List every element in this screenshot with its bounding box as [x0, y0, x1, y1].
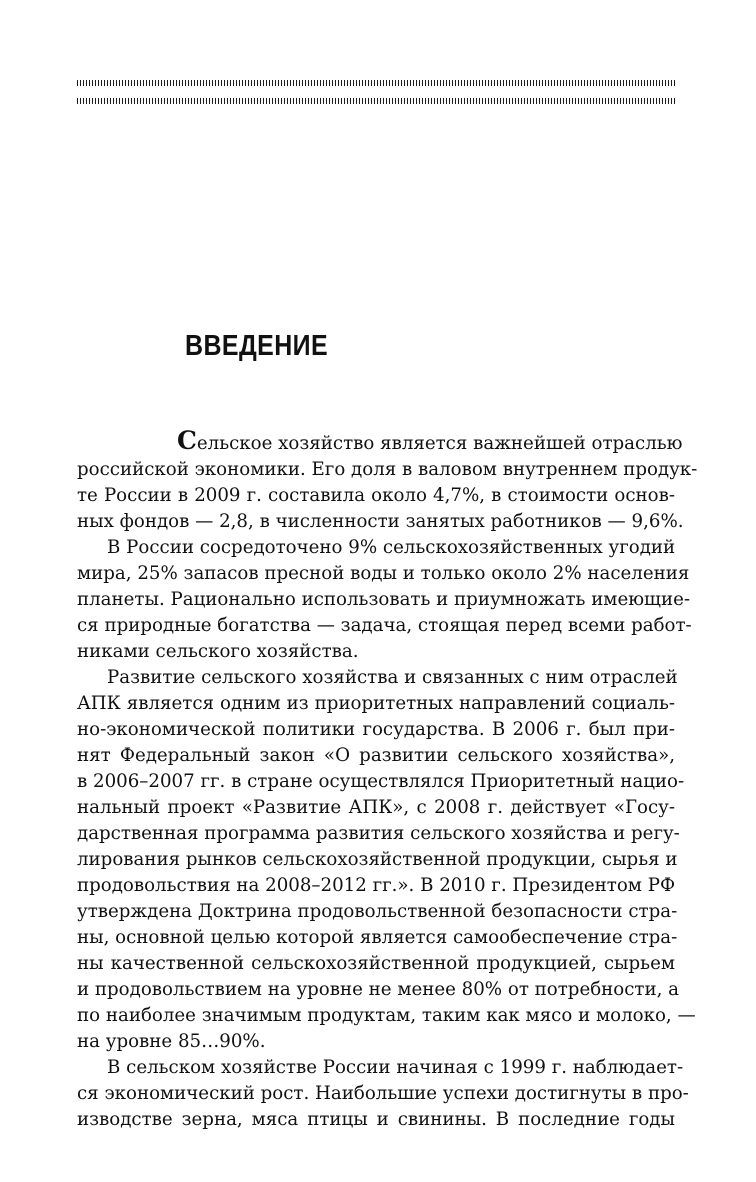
paragraph-3-line-15: на уровне 85…90%.: [77, 1031, 266, 1052]
paragraph-4-line-1: В сельском хозяйстве России начиная с 1999 г. наблюдает-: [107, 1057, 684, 1078]
paragraph-3-line-14: по наиболее значимым продуктам, таким как мясо и молоко, —: [77, 1005, 696, 1026]
paragraph-3-line-8: лирования рынков сельскохозяйственной продукции, сырья и: [77, 849, 678, 870]
paragraph-3-line-12: ны качественной сельскохозяйственной продукцией, сырьем: [77, 953, 675, 974]
paragraph-1-line-1: Сельское хозяйство является важнейшей отраслью: [177, 426, 683, 455]
drop-cap-letter: С: [177, 426, 197, 455]
paragraph-2-line-2: мира, 25% запасов пресной воды и только около 2% населения: [77, 563, 690, 584]
paragraph-3-line-10: утверждена Доктрина продовольственной безопасности стра-: [77, 901, 678, 922]
paragraph-3-line-2: АПК является одним из приоритетных направлений социаль-: [77, 693, 675, 714]
top-decorative-rule-second: [77, 98, 675, 104]
paragraph-2-line-5: никами сельского хозяйства.: [77, 641, 359, 662]
paragraph-3-line-6: нальный проект «Развитие АПК», с 2008 г. действует «Госу-: [77, 797, 675, 818]
chapter-heading: ВВЕДЕНИЕ: [185, 330, 329, 362]
body-text: [77, 426, 698, 1133]
paragraph-3-line-5: в 2006–2007 гг. в стране осуществлялся Приоритетный нацио-: [77, 771, 685, 792]
paragraph-2-line-3: планеты. Рационально использовать и приумножать имеющие-: [77, 589, 690, 610]
paragraph-3-line-11: ны, основной целью которой является самообеспечение стра-: [77, 927, 678, 948]
top-decorative-rule: [77, 80, 675, 86]
paragraph-3-line-7: дарственная программа развития сельского хозяйства и регу-: [77, 823, 680, 844]
paragraph-3-line-9: продовольствия на 2008–2012 гг.». В 2010 г. Президентом РФ: [77, 875, 676, 896]
paragraph-2-line-1: В России сосредоточено 9% сельскохозяйственных угодий: [107, 537, 676, 558]
paragraph-3-line-3: но-экономической политики государства. В 2006 г. был при-: [77, 719, 675, 740]
paragraph-1-line-4: ных фондов — 2,8, в численности занятых работников — 9,6%.: [77, 511, 684, 532]
paragraph-3-line-13: и продовольствием на уровне не менее 80% от потребности, а: [77, 979, 679, 1000]
paragraph-1-line-3: те России в 2009 г. составила около 4,7%, в стоимости основ-: [77, 485, 675, 506]
paragraph-4-line-3: изводстве зерна, мяса птицы и свинины. В последние годы: [77, 1109, 675, 1130]
paragraph-4-line-2: ся экономический рост. Наибольшие успехи достигнуты в про-: [77, 1083, 689, 1104]
paragraph-2-line-4: ся природные богатства — задача, стоящая перед всеми работ-: [77, 615, 692, 636]
paragraph-3-line-4: нят Федеральный закон «О развитии сельского хозяйства»,: [77, 745, 675, 766]
paragraph-1-line-2: российской экономики. Его доля в валовом внутреннем продук-: [77, 459, 698, 480]
paragraph-3-line-1: Развитие сельского хозяйства и связанных с ним отраслей: [107, 667, 678, 688]
